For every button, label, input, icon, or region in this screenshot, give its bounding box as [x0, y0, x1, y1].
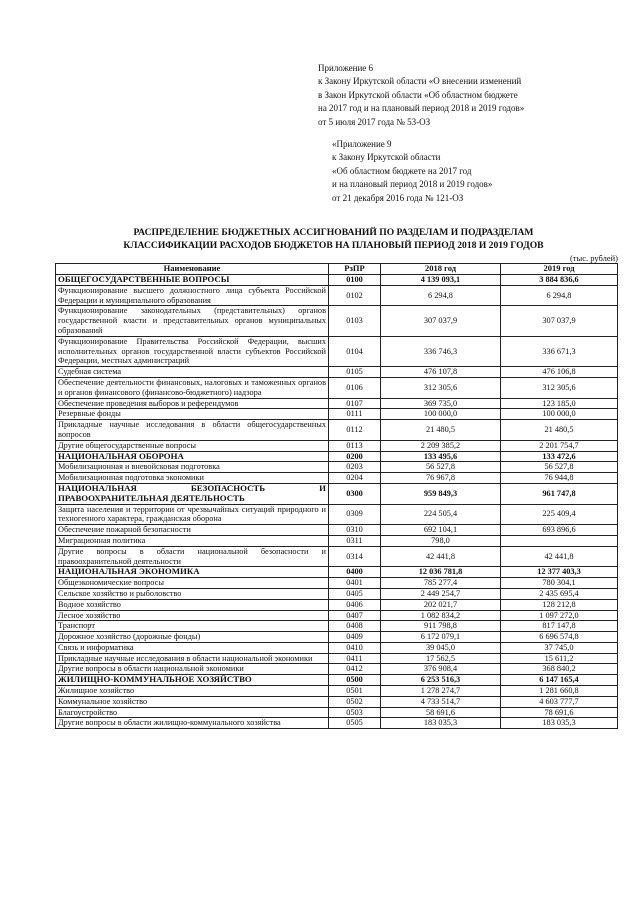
table-row [56, 504, 618, 525]
row-value-2018: 785 277,4 [381, 578, 501, 589]
row-value-2019: 312 305,6 [501, 377, 618, 398]
row-value-2019: 21 480,5 [501, 420, 618, 441]
row-value-2018: 39 045,0 [381, 642, 501, 653]
row-value-2019 [501, 535, 618, 546]
row-name: Водное хозяйство [56, 599, 329, 610]
table-row [56, 462, 618, 473]
row-value-2019: 128 212,8 [501, 599, 618, 610]
document-title [56, 226, 611, 252]
row-name: НАЦИОНАЛЬНАЯ ОБОРОНА [56, 451, 329, 462]
row-code: 0105 [329, 367, 381, 378]
row-code: 0314 [329, 546, 381, 567]
table-row [56, 409, 618, 420]
row-code: 0300 [329, 483, 381, 504]
appendix-line: «Приложение 9 [332, 139, 392, 149]
appendix-line: к Закону Иркутской области «О внесении изменений [318, 76, 522, 87]
row-code: 0111 [329, 409, 381, 420]
row-code: 0406 [329, 599, 381, 610]
row-value-2019: 100 000,0 [501, 409, 618, 420]
row-value-2019: 2 435 695,4 [501, 588, 618, 599]
table-row [56, 367, 618, 378]
table-row [56, 306, 618, 336]
header-2018: 2018 год [381, 264, 501, 275]
row-value-2019: 1 281 660,8 [501, 686, 618, 697]
section-row [56, 451, 618, 462]
row-value-2018: 12 036 781,8 [381, 567, 501, 578]
row-name: Сельское хозяйство и рыболовство [56, 588, 329, 599]
header-name: Наименование [56, 264, 329, 275]
row-value-2019: 76 944,8 [501, 473, 618, 484]
appendix-6-header [318, 62, 618, 129]
row-name: Мобилизационная подготовка экономики [56, 473, 329, 484]
row-value-2018: 183 035,3 [381, 718, 501, 729]
row-code: 0106 [329, 377, 381, 398]
table-row [56, 588, 618, 599]
row-value-2018: 692 104,1 [381, 525, 501, 536]
row-value-2019: 693 896,6 [501, 525, 618, 536]
row-name: Функционирование Правительства Российской Федерации, высших исполнительных органов государственной власти субъектов Российской Федерации, местных администраций [56, 336, 329, 366]
row-value-2018: 21 480,5 [381, 420, 501, 441]
table-row [56, 653, 618, 664]
row-value-2019: 123 185,0 [501, 398, 618, 409]
table-row [56, 525, 618, 536]
row-value-2019: 6 696 574,8 [501, 632, 618, 643]
section-row [56, 483, 618, 504]
row-name: НАЦИОНАЛЬНАЯ БЕЗОПАСНОСТЬ И ПРАВООХРАНИТЕЛЬНАЯ ДЕЯТЕЛЬНОСТЬ [56, 483, 329, 504]
row-code: 0311 [329, 535, 381, 546]
row-code: 0408 [329, 621, 381, 632]
appendix-line: на 2017 год и на плановый период 2018 и 2019 годов» [318, 103, 525, 114]
appendix-line: к Закону Иркутской области [332, 152, 441, 163]
row-name: Другие общегосударственные вопросы [56, 440, 329, 451]
row-value-2018: 224 505,4 [381, 504, 501, 525]
row-value-2018: 2 449 254,7 [381, 588, 501, 599]
table-row [56, 578, 618, 589]
budget-table [55, 263, 618, 729]
row-name: Коммунальное хозяйство [56, 696, 329, 707]
table-row [56, 377, 618, 398]
row-name: Лесное хозяйство [56, 610, 329, 621]
row-value-2018: 100 000,0 [381, 409, 501, 420]
row-value-2019: 15 611,2 [501, 653, 618, 664]
row-code: 0203 [329, 462, 381, 473]
row-code: 0107 [329, 398, 381, 409]
row-value-2019: 961 747,8 [501, 483, 618, 504]
row-value-2018: 42 441,8 [381, 546, 501, 567]
row-value-2018: 58 691,6 [381, 707, 501, 718]
row-value-2018: 76 967,8 [381, 473, 501, 484]
table-row [56, 420, 618, 441]
row-name: ОБЩЕГОСУДАРСТВЕННЫЕ ВОПРОСЫ [56, 275, 329, 286]
row-value-2019: 225 409,4 [501, 504, 618, 525]
row-code: 0410 [329, 642, 381, 653]
row-value-2018: 798,0 [381, 535, 501, 546]
row-code: 0411 [329, 653, 381, 664]
row-value-2018: 6 253 516,3 [381, 675, 501, 686]
row-value-2018: 56 527,8 [381, 462, 501, 473]
appendix-line: Приложение 6 [318, 63, 374, 73]
section-row [56, 275, 618, 286]
row-name: Жилищное хозяйство [56, 686, 329, 697]
table-row [56, 621, 618, 632]
table-row [56, 599, 618, 610]
row-name: Другие вопросы в области жилищно-коммунального хозяйства [56, 718, 329, 729]
row-code: 0409 [329, 632, 381, 643]
title-line-1: РАСПРЕДЕЛЕНИЕ БЮДЖЕТНЫХ АССИГНОВАНИЙ ПО РАЗДЕЛАМ И ПОДРАЗДЕЛАМ [133, 227, 534, 238]
row-value-2019: 78 691,6 [501, 707, 618, 718]
row-value-2018: 376 908,4 [381, 664, 501, 675]
row-value-2018: 1 278 274,7 [381, 686, 501, 697]
row-value-2018: 2 209 385,2 [381, 440, 501, 451]
table-row [56, 632, 618, 643]
row-value-2018: 133 495,6 [381, 451, 501, 462]
row-value-2018: 6 294,8 [381, 285, 501, 306]
table-row [56, 686, 618, 697]
row-name: Другие вопросы в области национальной экономики [56, 664, 329, 675]
row-value-2019: 3 884 836,6 [501, 275, 618, 286]
row-name: Прикладные научные исследования в области национальной экономики [56, 653, 329, 664]
table-body [56, 275, 618, 729]
table-header-row [56, 264, 618, 275]
row-value-2018: 4 139 093,1 [381, 275, 501, 286]
table-row [56, 398, 618, 409]
row-name: Обеспечение деятельности финансовых, налоговых и таможенных органов и органов финансового (финансово-бюджетного) надзора [56, 377, 329, 398]
row-code: 0505 [329, 718, 381, 729]
table-row [56, 610, 618, 621]
row-code: 0412 [329, 664, 381, 675]
units-label: (тыс. рублей) [569, 253, 618, 263]
row-value-2019: 12 377 403,3 [501, 567, 618, 578]
row-value-2018: 369 735,0 [381, 398, 501, 409]
row-value-2018: 911 798,8 [381, 621, 501, 632]
row-value-2018: 6 172 079,1 [381, 632, 501, 643]
table-row [56, 642, 618, 653]
table-row [56, 440, 618, 451]
table-row [56, 707, 618, 718]
row-value-2019: 6 294,8 [501, 285, 618, 306]
row-value-2018: 312 305,6 [381, 377, 501, 398]
appendix-9-header [332, 138, 622, 205]
row-code: 0310 [329, 525, 381, 536]
table-row [56, 336, 618, 366]
row-value-2018: 1 082 834,2 [381, 610, 501, 621]
row-code: 0401 [329, 578, 381, 589]
row-value-2019: 1 097 272,0 [501, 610, 618, 621]
table-row [56, 285, 618, 306]
table-row [56, 664, 618, 675]
row-value-2019: 817 147,8 [501, 621, 618, 632]
row-value-2019: 307 037,9 [501, 306, 618, 336]
appendix-line: от 21 декабря 2016 года № 121-ОЗ [332, 192, 464, 203]
row-code: 0112 [329, 420, 381, 441]
row-value-2019: 780 304,1 [501, 578, 618, 589]
appendix-line: «Об областном бюджете на 2017 год [332, 165, 472, 176]
row-value-2019: 133 472,6 [501, 451, 618, 462]
row-code: 0500 [329, 675, 381, 686]
row-name: Обеспечение проведения выборов и референдумов [56, 398, 329, 409]
row-name: Другие вопросы в области национальной безопасности и правоохранительной деятельности [56, 546, 329, 567]
row-value-2018: 307 037,9 [381, 306, 501, 336]
row-code: 0100 [329, 275, 381, 286]
row-code: 0103 [329, 306, 381, 336]
row-code: 0204 [329, 473, 381, 484]
row-value-2018: 17 562,5 [381, 653, 501, 664]
row-value-2019: 368 840,2 [501, 664, 618, 675]
appendix-line: в Закон Иркутской области «Об областном бюджете [318, 89, 518, 100]
row-name: Транспорт [56, 621, 329, 632]
row-name: ЖИЛИЩНО-КОММУНАЛЬНОЕ ХОЗЯЙСТВО [56, 675, 329, 686]
row-value-2019: 37 745,0 [501, 642, 618, 653]
row-value-2018: 202 021,7 [381, 599, 501, 610]
table-row [56, 546, 618, 567]
row-value-2018: 476 107,8 [381, 367, 501, 378]
row-code: 0102 [329, 285, 381, 306]
row-value-2018: 4 733 514,7 [381, 696, 501, 707]
row-name: Защита населения и территории от чрезвычайных ситуаций природного и техногенного характера, гражданская оборона [56, 504, 329, 525]
table-row [56, 473, 618, 484]
row-name: Резервные фонды [56, 409, 329, 420]
row-code: 0503 [329, 707, 381, 718]
header-code: РзПР [329, 264, 381, 275]
row-name: Обеспечение пожарной безопасности [56, 525, 329, 536]
row-name: Мобилизационная и вневойсковая подготовка [56, 462, 329, 473]
row-name: Функционирование законодательных (представительных) органов государственной власти и представительных органов муниципальных образований [56, 306, 329, 336]
row-name: Дорожное хозяйство (дорожные фонды) [56, 632, 329, 643]
row-value-2018: 959 849,3 [381, 483, 501, 504]
row-name: Связь и информатика [56, 642, 329, 653]
row-value-2019: 476 106,8 [501, 367, 618, 378]
row-value-2019: 2 201 754,7 [501, 440, 618, 451]
row-name: Благоустройство [56, 707, 329, 718]
table-row [56, 718, 618, 729]
row-name: НАЦИОНАЛЬНАЯ ЭКОНОМИКА [56, 567, 329, 578]
row-code: 0309 [329, 504, 381, 525]
row-value-2019: 4 603 777,7 [501, 696, 618, 707]
row-value-2019: 183 035,3 [501, 718, 618, 729]
appendix-line: от 5 июля 2017 года № 53-ОЗ [318, 116, 431, 127]
row-code: 0104 [329, 336, 381, 366]
title-line-2: КЛАССИФИКАЦИИ РАСХОДОВ БЮДЖЕТОВ НА ПЛАНОВЫЙ ПЕРИОД 2018 И 2019 ГОДОВ [123, 240, 544, 251]
row-value-2019: 56 527,8 [501, 462, 618, 473]
row-name: Функционирование высшего должностного лица субъекта Российской Федерации и муниципального образования [56, 285, 329, 306]
row-code: 0405 [329, 588, 381, 599]
row-value-2019: 336 671,3 [501, 336, 618, 366]
row-code: 0400 [329, 567, 381, 578]
row-code: 0501 [329, 686, 381, 697]
row-code: 0113 [329, 440, 381, 451]
table-row [56, 535, 618, 546]
row-value-2019: 6 147 165,4 [501, 675, 618, 686]
row-name: Миграционная политика [56, 535, 329, 546]
row-value-2019: 42 441,8 [501, 546, 618, 567]
appendix-line: и на плановый период 2018 и 2019 годов» [332, 179, 493, 190]
row-name: Общеэкономические вопросы [56, 578, 329, 589]
row-name: Судебная система [56, 367, 329, 378]
section-row [56, 675, 618, 686]
row-code: 0200 [329, 451, 381, 462]
row-value-2018: 336 746,3 [381, 336, 501, 366]
row-code: 0407 [329, 610, 381, 621]
row-name: Прикладные научные исследования в области общегосударственных вопросов [56, 420, 329, 441]
header-2019: 2019 год [501, 264, 618, 275]
row-code: 0502 [329, 696, 381, 707]
section-row [56, 567, 618, 578]
table-row [56, 696, 618, 707]
